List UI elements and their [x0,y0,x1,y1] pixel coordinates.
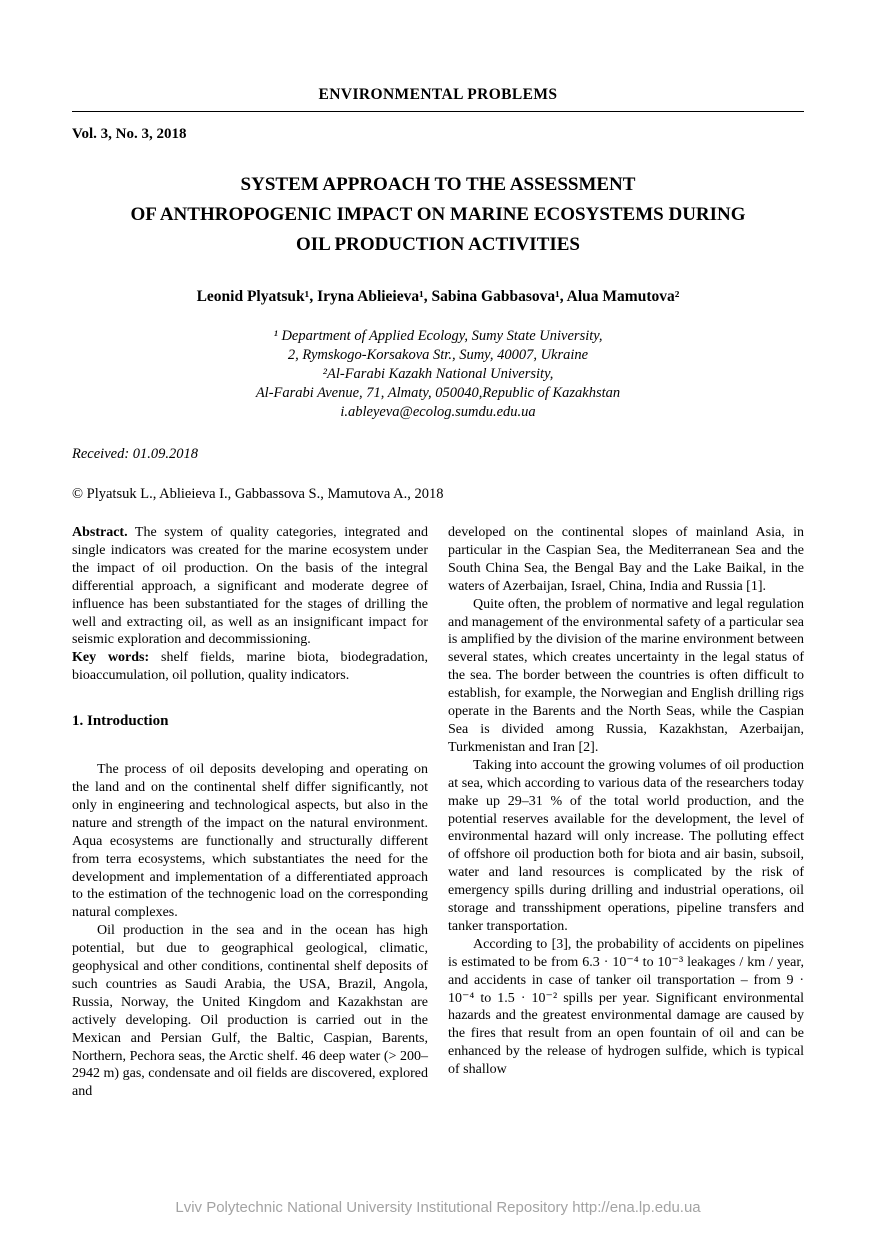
introduction-heading: 1. Introduction [72,713,169,730]
body-paragraph: Quite often, the problem of normative and legal regulation and management of the environmental safety of a particular sea is amplified by the division of the marine environment between several states, which creates uncertainty in the legal status of the sea. The border between the countries is often difficult to establish, for example, the Norwegian and English drilling rigs operate in the Barents and the North Seas, while the Caspian Sea is divided among Russia, Kazakhstan, Azerbaijan, Turkmenistan and Iran [2]. [448,596,804,755]
received-date-line: Received: 01.09.2018 [72,446,199,462]
body-paragraph: The process of oil deposits developing and operating on the land and on the continental shelf differ significantly, not only in engineering and technological aspects, but also in the nature and strength of the impact on the natural environment. Aqua ecosystems are functionally and structurally different from terra ecosystems, which substantiates the need for the development and implementation of a differentiated approach to the estimation of the technogenic load on the corresponding natural complexes. [72,762,428,921]
article-title-line-2: OF ANTHROPOGENIC IMPACT ON MARINE ECOSYSTEMS DURING [130,204,746,225]
keywords-text: shelf fields, marine biota, biodegradation, bioaccumulation, oil pollution, quality indicators. [72,650,429,684]
repository-footer [0,1199,876,1216]
volume-issue-line: Vol. 3, No. 3, 2018 [72,126,187,142]
article-title-line-1: SYSTEM APPROACH TO THE ASSESSMENT [240,174,636,195]
body-paragraph: developed on the continental slopes of mainland Asia, in particular in the Caspian Sea, the Mediterranean Sea and the South China Sea, the Bengal Bay and the Lake Baikal, in the waters of Azerbaijan, Israel, China, India and Russia [1]. [448,525,804,594]
affiliation-line: Al-Farabi Avenue, 71, Almaty, 050040,Republic of Kazakhstan [255,385,621,401]
repository-footer-text: Lviv Polytechnic National University Institutional Repository http://ena.lp.edu.ua [175,1199,701,1216]
article-body [72,524,804,1101]
article-title [72,170,804,260]
left-column [72,524,428,1101]
affiliation-line: ²Al-Farabi Kazakh National University, [322,366,554,382]
body-paragraph: Oil production in the sea and in the ocean has high potential, but due to geographical geological, climatic, geophysical and other conditions, continental shelf deposits of such countries as Saudi Arabia, the USA, Brazil, Angola, Russia, Norway, the United Kingdom and Kazakhstan are actively developing. Oil production is carried out in the Mexican and Persian Gulf, the Baltic, Caspian, Barents, Northern, Pechora seas, the Arctic shelf. 46 deep water (> 200–2942 m) gas, condensate and oil fields are discovered, explored and [72,923,428,1100]
right-column [448,524,804,1101]
body-paragraph: According to [3], the probability of accidents on pipelines is estimated to be from 6.3 · 10⁻⁴ to 10⁻³ leakages / km / year, and accidents in case of tanker oil transportation – from 9 · 10⁻⁴ to 1.5 · 10⁻² spills per year. Significant environmental hazards and the greatest environmental damage are caused by the fires that result from an open fountain of oil and can be enhanced by the release of hydrogen sulfide, which is typical of shallow [448,936,804,1078]
abstract-paragraph [72,524,428,649]
abstract-label: Abstract. [72,525,128,540]
body-paragraph: Taking into account the growing volumes of oil production at sea, which according to various data of the researchers today make up 29–31 % of the total world production, and the potential reserves available for the development, the level of environmental hazard will only increase. The polluting effect of offshore oil production both for biota and air basin, subsoil, water and land resources is complicated by the risk of emergency spills during drilling and industrial operations, oil storage and transshipment operations, pipeline transfers and tanker transportation. [448,757,804,934]
journal-header [72,86,804,112]
keywords-paragraph [72,649,428,685]
affiliation-line: 2, Rymskogo-Korsakova Str., Sumy, 40007, Ukraine [287,347,589,363]
keywords-label: Key words: [72,650,150,666]
abstract-text: The system of quality categories, integrated and single indicators was created for the marine ecosystem under the impact of oil production. On the basis of the integral differential approach, a significant and moderate degree of influence has been substantiated for the stages of drilling the well and extracting oil, as well as an insignificant impact for seismic exploration and decommissioning. [72,525,428,648]
affiliations-block [72,327,804,422]
copyright-line: © Plyatsuk L., Ablieieva I., Gabbassova S., Mamutova A., 2018 [72,486,444,502]
journal-title: ENVIRONMENTAL PROBLEMS [72,86,804,112]
authors-line: Leonid Plyatsuk¹, Iryna Ablieieva¹, Sabina Gabbasova¹, Alua Mamutova² [196,288,680,305]
contact-email: i.ableyeva@ecolog.sumdu.edu.ua [340,404,536,420]
affiliation-line: ¹ Department of Applied Ecology, Sumy State University, [273,328,603,344]
article-title-line-3: OIL PRODUCTION ACTIVITIES [295,234,581,255]
